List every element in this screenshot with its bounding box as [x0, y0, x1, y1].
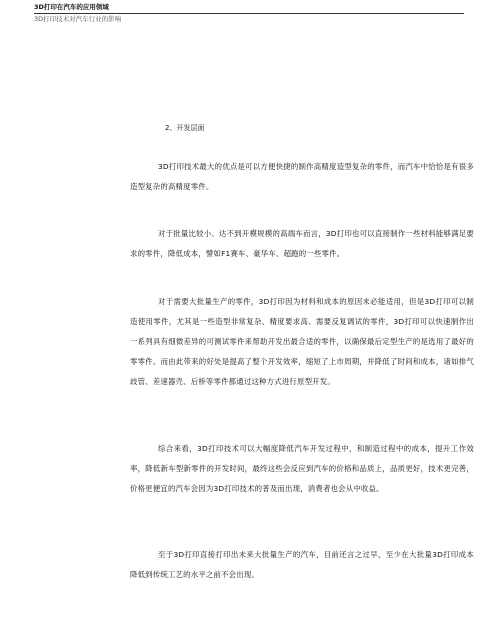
paragraph: 对于需要大批量生产的零件，3D打印因为材料和成本的原因未必能适用，但是3D打印可以制造使用零件，尤其是一些造型非常复杂、精度要求高、需要反复调试的零件，3D打印可以快速制作出一系列具有细微差异的可测试零件来帮助开发出最合适的零件，以确保最后定型生产的是选用了最好的零零件。而由此带来的好处是提高了整个开发效率，缩短了上市周期，并降低了时间和成本，诸如排气歧管、差速器壳、后桥等零件都通过这种方式进行原型开发。 [130, 297, 474, 387]
paragraph: 3D打印技术最大的优点是可以方便快捷的制作高精度造型复杂的零件，而汽车中恰恰是有很多造型复杂的高精度零件。 [130, 162, 474, 192]
page-header [34, 3, 464, 24]
section-heading: 2、开发层面 [165, 124, 205, 132]
header-divider [34, 13, 464, 14]
paragraph: 对于批量比较小、达不到开模规模的高端车而言，3D打印也可以直接制作一些材料能够满足要求的零件，降低成本，譬如F1赛车、豪华车、超跑的一些零件。 [130, 229, 474, 259]
header-subtitle: 3D打印技术对汽车行业的影响 [34, 15, 122, 23]
paragraph: 综合来看，3D打印技术可以大幅度降低汽车开发过程中，和制造过程中的成本，提升工作效率，降低新车型新零件的开发时间，最终这些会反应到汽车的价格和品质上，品质更好，技术更完善，价格更便宜的汽车会因为3D打印技术的普及而出现，消费者也会从中收益。 [130, 444, 474, 494]
header-title: 3D打印在汽车的应用领域 [34, 3, 109, 11]
paragraph: 至于3D打印直接打印出未来大批量生产的汽车，目前还言之过早，至少在大批量3D打印成本降低到传统工艺的水平之前不会出现。 [130, 550, 474, 580]
